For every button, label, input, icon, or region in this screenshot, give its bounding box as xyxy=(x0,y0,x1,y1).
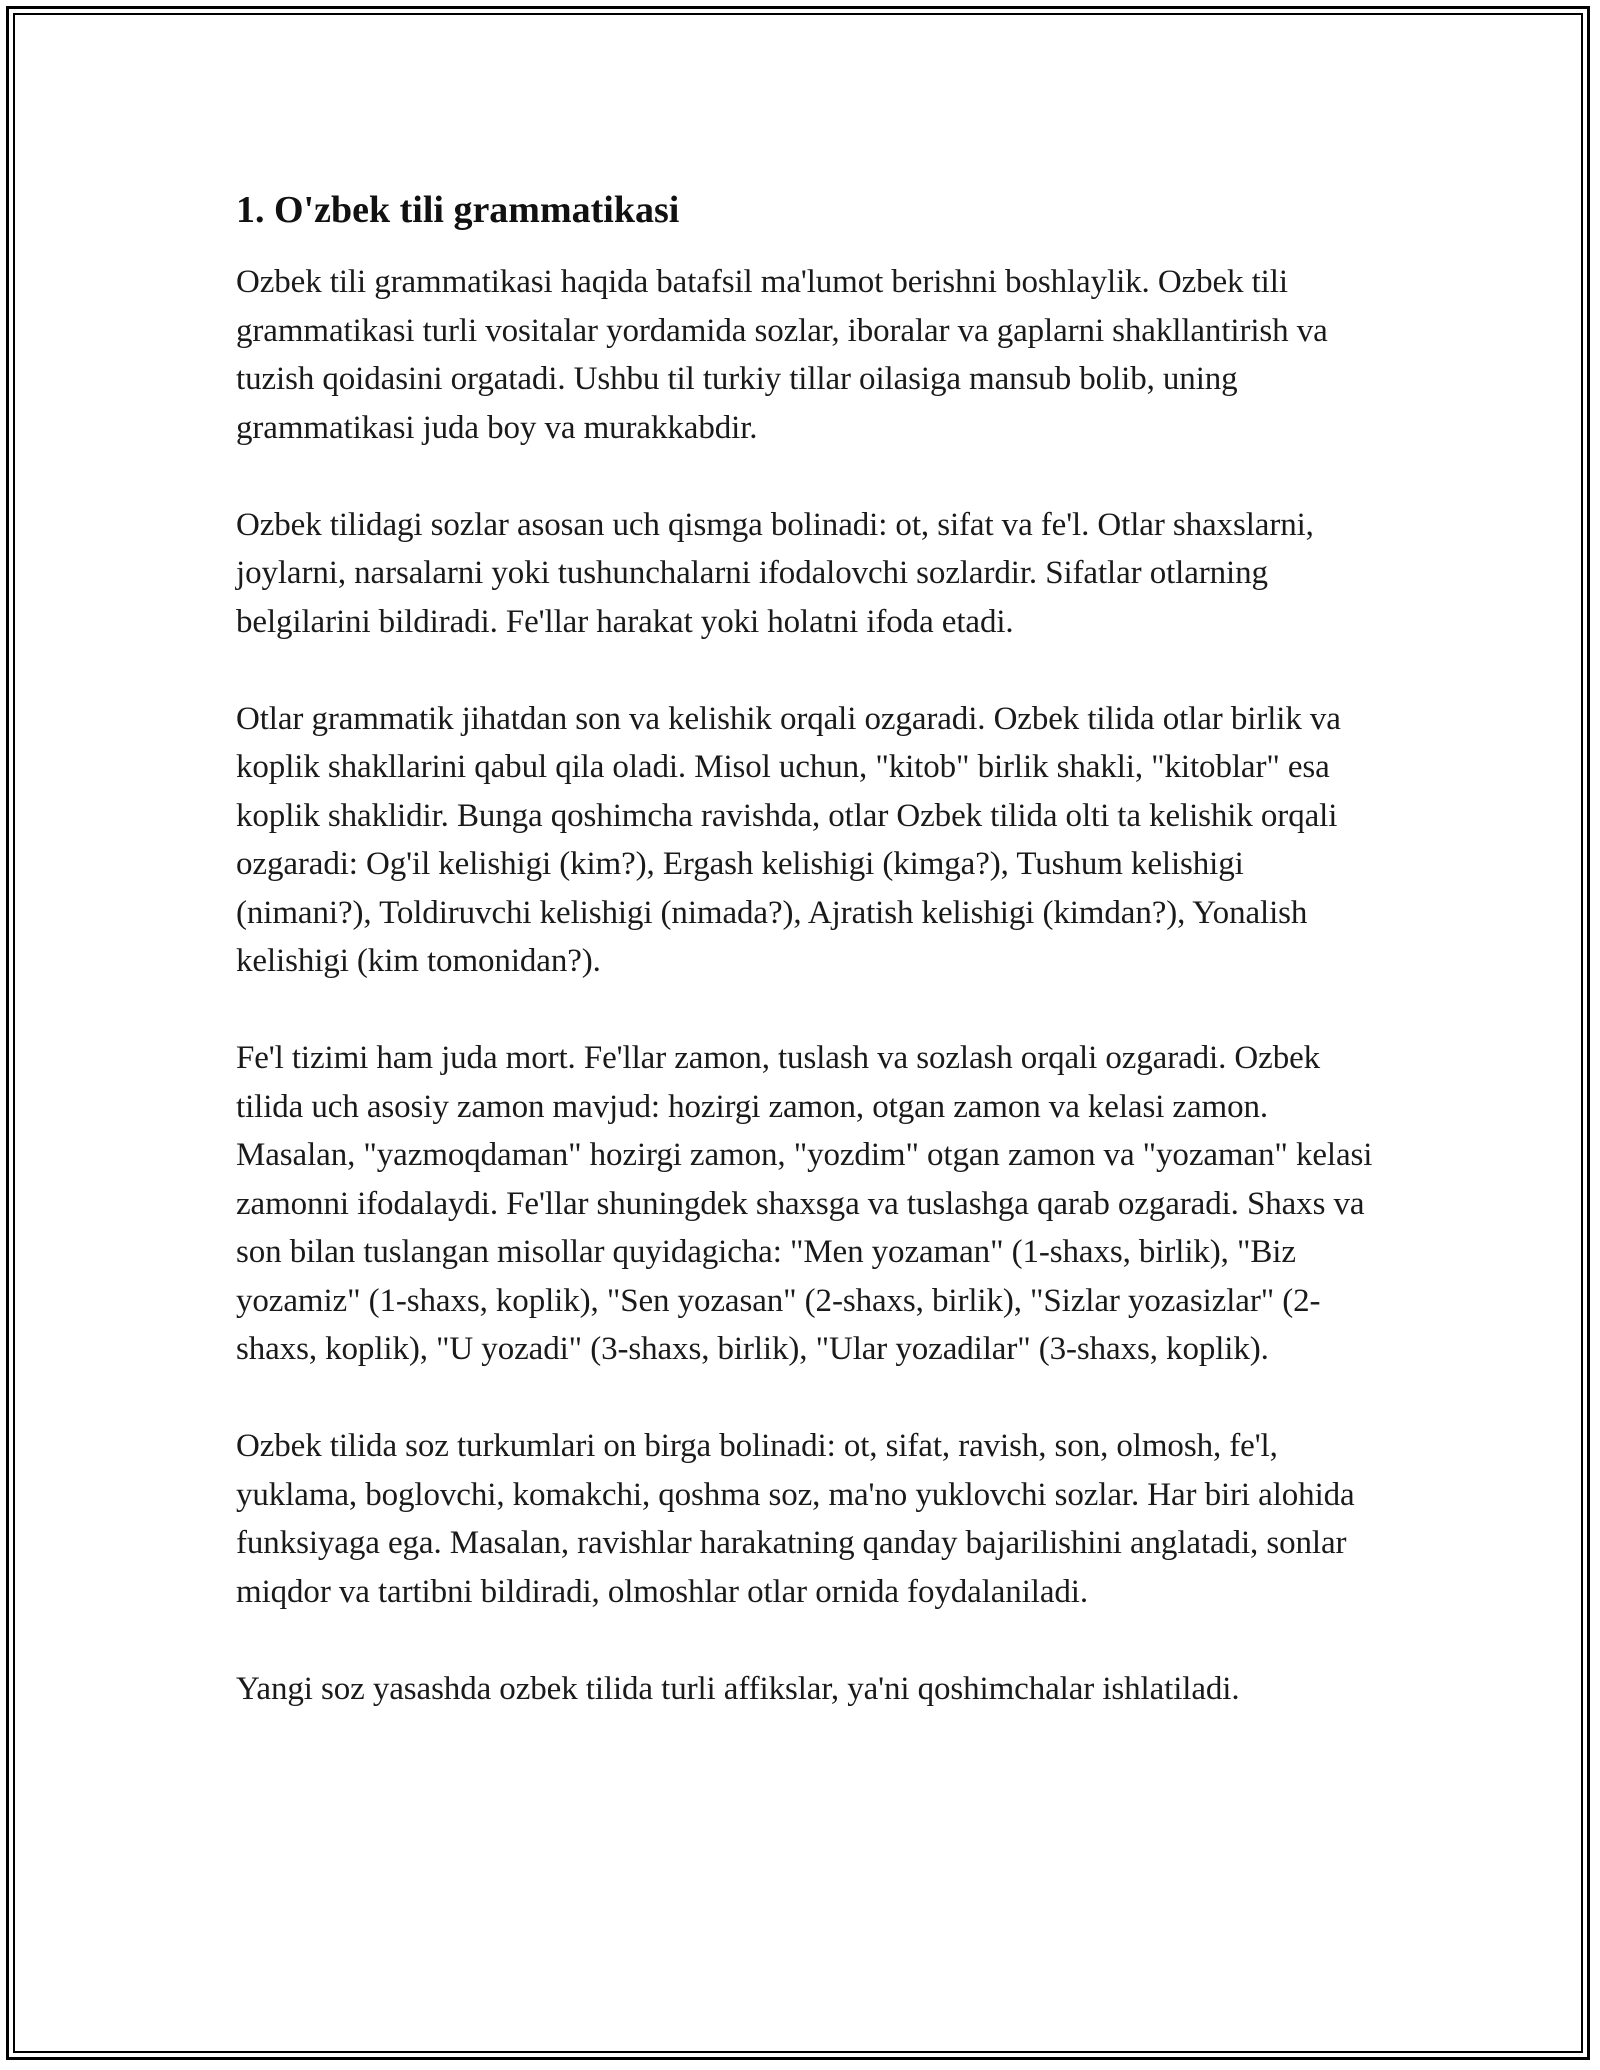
document-body xyxy=(236,186,1386,1713)
paragraph-nouns: Otlar grammatik jihatdan son va kelishik orqali ozgaradi. Ozbek tilida otlar birlik va koplik shakllarini qabul qila oladi. Misol uchun, "kitob" birlik shakli, "kitoblar" esa koplik shaklidir. Bunga qoshimcha ravishda, otlar Ozbek tilida olti ta kelishik orqali ozgaradi: Og'il kelishigi (kim?), Ergash kelishigi (kimga?), Tushum kelishigi (nimani?), Toldiruvchi kelishigi (nimada?), Ajratish kelishigi (kimdan?), Yonalish kelishigi (kim tomonidan?). xyxy=(236,700,1341,979)
paragraph-grammar-intro: Ozbek tili grammatikasi haqida batafsil ma'lumot berishni boshlaylik. Ozbek tili grammatikasi turli vositalar yordamida sozlar, iboralar va gaplarni shakllantirish va tuzish qoidasini orgatadi. Ushbu til turkiy tillar oilasiga mansub bolib, uning grammatikasi juda boy va murakkabdir. xyxy=(236,264,1328,446)
document-title: 1. O'zbek tili grammatikasi xyxy=(236,189,680,231)
paragraph-word-formation: Yangi soz yasashda ozbek tilida turli affikslar, ya'ni qoshimchalar ishlatiladi. xyxy=(236,1670,1240,1707)
paragraph-word-classes: Ozbek tilidagi sozlar asosan uch qismga bolinadi: ot, sifat va fe'l. Otlar shaxslarni, joylarni, narsalarni yoki tushunchalarni ifodalovchi sozlardir. Sifatlar otlarning belgilarini bildiradi. Fe'llar harakat yoki holatni ifoda etadi. xyxy=(236,506,1314,640)
paragraph-verbs: Fe'l tizimi ham juda mort. Fe'llar zamon, tuslash va sozlash orqali ozgaradi. Ozbek tilida uch asosiy zamon mavjud: hozirgi zamon, otgan zamon va kelasi zamon. Masalan, "yazmoqdaman" hozirgi zamon, "yozdim" otgan zamon va "yozaman" kelasi zamonni ifodalaydi. Fe'llar shuningdek shaxsga va tuslashga qarab ozgaradi. Shaxs va son bilan tuslangan misollar quyidagicha: "Men yozaman" (1-shaxs, birlik), "Biz yozamiz" (1-shaxs, koplik), "Sen yozasan" (2-shaxs, birlik), "Sizlar yozasizlar" (2-shaxs, koplik), "U yozadi" (3-shaxs, birlik), "Ular yozadilar" (3-shaxs, koplik). xyxy=(236,1040,1373,1367)
paragraph-parts-of-speech: Ozbek tilida soz turkumlari on birga bolinadi: ot, sifat, ravish, son, olmosh, fe'l, yuklama, boglovchi, komakchi, qoshma soz, ma'no yuklovchi sozlar. Har biri alohida funksiyaga ega. Masalan, ravishlar harakatning qanday bajarilishini anglatadi, sonlar miqdor va tartibni bildiradi, olmoshlar otlar ornida foydalaniladi. xyxy=(236,1428,1355,1610)
